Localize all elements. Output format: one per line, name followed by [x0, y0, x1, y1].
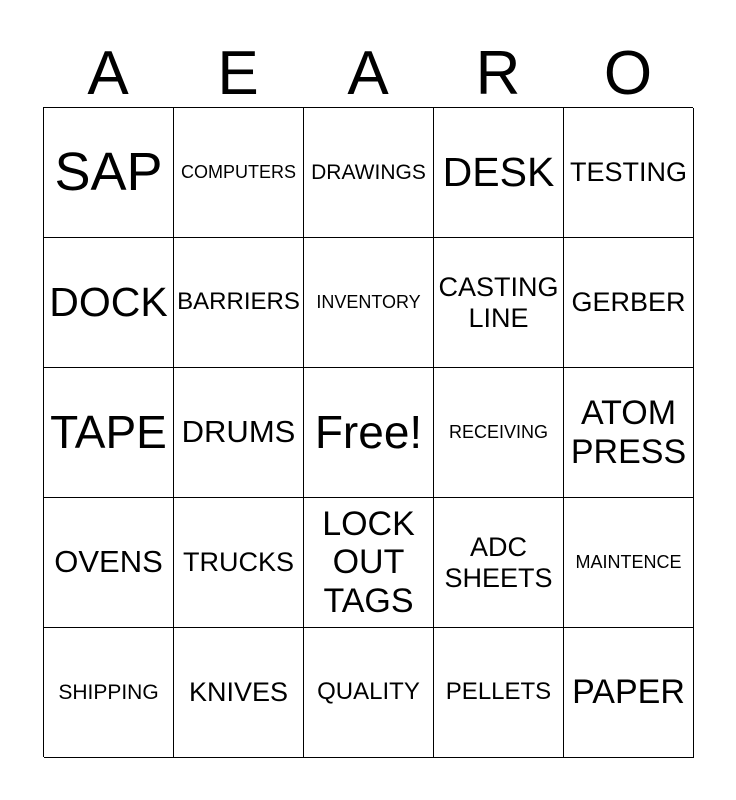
- bingo-cell[interactable]: [434, 108, 564, 238]
- header-letter-4: R: [475, 39, 521, 108]
- bingo-cell[interactable]: [174, 238, 304, 368]
- bingo-header: [43, 40, 693, 108]
- cell-label: PELLETS: [445, 678, 552, 706]
- cell-label: LOCK OUT TAGS: [322, 505, 415, 620]
- bingo-cell[interactable]: [174, 108, 304, 238]
- bingo-cell[interactable]: [434, 628, 564, 758]
- bingo-cell[interactable]: [434, 368, 564, 498]
- bingo-cell[interactable]: [434, 238, 564, 368]
- cell-label: QUALITY: [317, 678, 420, 706]
- bingo-cell[interactable]: [304, 498, 434, 628]
- bingo-cell[interactable]: [434, 498, 564, 628]
- cell-label: ATOM PRESS: [570, 394, 687, 471]
- cell-label: SAP: [54, 142, 163, 203]
- cell-label: RECEIVING: [448, 422, 549, 443]
- cell-label: TESTING: [569, 157, 687, 188]
- bingo-cell[interactable]: [44, 498, 174, 628]
- cell-label: KNIVES: [188, 677, 289, 708]
- free-space-label: Free!: [314, 405, 423, 458]
- bingo-cell[interactable]: [174, 368, 304, 498]
- header-letter-3: A: [347, 39, 389, 108]
- cell-label: COMPUTERS: [180, 162, 296, 183]
- header-letter-5: O: [603, 39, 653, 108]
- cell-label: CASTING LINE: [438, 272, 559, 333]
- cell-label: INVENTORY: [316, 292, 421, 313]
- bingo-cell[interactable]: [304, 628, 434, 758]
- header-letter-1: A: [87, 39, 129, 108]
- cell-label: DRUMS: [181, 414, 296, 450]
- bingo-cell[interactable]: [44, 368, 174, 498]
- cell-label: GERBER: [571, 287, 686, 318]
- cell-label: TRUCKS: [182, 547, 294, 578]
- cell-label: DOCK: [49, 278, 168, 325]
- bingo-cell[interactable]: [564, 628, 694, 758]
- cell-label: DRAWINGS: [311, 160, 426, 184]
- bingo-cell[interactable]: [174, 498, 304, 628]
- cell-label: DESK: [442, 148, 555, 195]
- cell-label: TAPE: [50, 405, 167, 458]
- bingo-board: [43, 107, 693, 757]
- cell-label: PAPER: [572, 673, 685, 712]
- cell-label: OVENS: [54, 544, 163, 580]
- cell-label: SHIPPING: [58, 680, 159, 704]
- cell-label: BARRIERS: [177, 288, 300, 316]
- bingo-cell[interactable]: [44, 238, 174, 368]
- bingo-cell[interactable]: [44, 628, 174, 758]
- bingo-cell[interactable]: [44, 108, 174, 238]
- bingo-cell[interactable]: [564, 238, 694, 368]
- bingo-cell[interactable]: [304, 238, 434, 368]
- bingo-cell[interactable]: [564, 368, 694, 498]
- cell-label: ADC SHEETS: [444, 532, 553, 593]
- bingo-cell[interactable]: [174, 628, 304, 758]
- free-space[interactable]: [304, 368, 434, 498]
- bingo-cell[interactable]: [564, 108, 694, 238]
- header-letter-2: E: [217, 39, 259, 108]
- bingo-cell[interactable]: [304, 108, 434, 238]
- cell-label: MAINTENCE: [575, 552, 682, 573]
- bingo-cell[interactable]: [564, 498, 694, 628]
